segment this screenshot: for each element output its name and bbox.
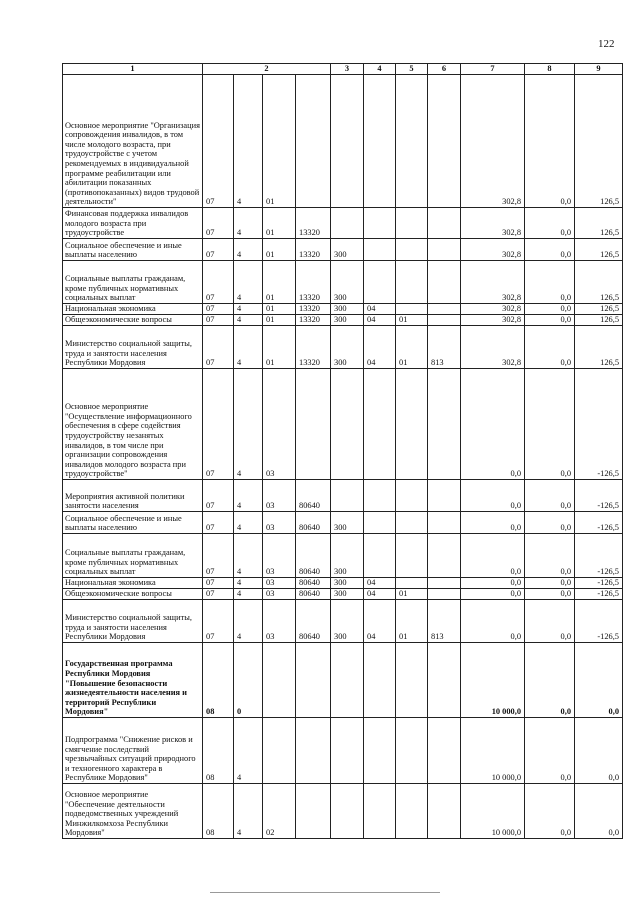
code-cell: 01 [263, 239, 296, 261]
code-cell: 01 [396, 600, 428, 643]
value-cell: 0,0 [525, 326, 575, 369]
code-cell: 4 [234, 369, 263, 480]
value-cell: 302,8 [461, 326, 525, 369]
code-cell: 07 [203, 578, 234, 589]
code-cell: 13320 [296, 261, 331, 304]
code-cell: 03 [263, 534, 296, 578]
value-cell: 302,8 [461, 208, 525, 239]
value-cell: 0,0 [461, 369, 525, 480]
code-cell [263, 643, 296, 718]
code-cell: 4 [234, 261, 263, 304]
value-cell: 10 000,0 [461, 643, 525, 718]
code-cell [364, 75, 396, 208]
code-cell [428, 643, 461, 718]
value-cell: 302,8 [461, 315, 525, 326]
code-cell [428, 261, 461, 304]
value-cell: 0,0 [525, 304, 575, 315]
code-cell [364, 480, 396, 512]
value-cell: -126,5 [575, 512, 623, 534]
code-cell: 13320 [296, 326, 331, 369]
code-cell: 813 [428, 600, 461, 643]
code-cell [396, 784, 428, 839]
value-cell: 0,0 [461, 589, 525, 600]
code-cell: 03 [263, 512, 296, 534]
code-cell: 80640 [296, 534, 331, 578]
code-cell: 03 [263, 369, 296, 480]
row-name: Социальное обеспечение и иные выплаты населению [63, 512, 203, 534]
code-cell: 4 [234, 784, 263, 839]
value-cell: 0,0 [525, 75, 575, 208]
code-cell [331, 75, 364, 208]
table-row [63, 643, 623, 718]
code-cell [396, 369, 428, 480]
row-name: Общеэкономические вопросы [63, 589, 203, 600]
code-cell [428, 578, 461, 589]
header-cell: 9 [575, 64, 623, 75]
code-cell [296, 369, 331, 480]
code-cell: 4 [234, 718, 263, 784]
code-cell [396, 208, 428, 239]
code-cell: 4 [234, 304, 263, 315]
code-cell [296, 718, 331, 784]
value-cell: -126,5 [575, 534, 623, 578]
code-cell: 07 [203, 600, 234, 643]
value-cell: -126,5 [575, 480, 623, 512]
code-cell: 300 [331, 600, 364, 643]
code-cell: 300 [331, 589, 364, 600]
table-row [63, 718, 623, 784]
code-cell: 300 [331, 261, 364, 304]
header-cell: 4 [364, 64, 396, 75]
code-cell: 300 [331, 304, 364, 315]
table-row [63, 326, 623, 369]
code-cell: 07 [203, 75, 234, 208]
value-cell: 302,8 [461, 261, 525, 304]
table-row [63, 784, 623, 839]
value-cell: 0,0 [525, 239, 575, 261]
code-cell [428, 304, 461, 315]
code-cell: 80640 [296, 600, 331, 643]
code-cell: 13320 [296, 304, 331, 315]
header-cell: 2 [203, 64, 331, 75]
code-cell [364, 643, 396, 718]
header-cell: 1 [63, 64, 203, 75]
value-cell: 302,8 [461, 239, 525, 261]
code-cell: 13320 [296, 315, 331, 326]
header-cell: 5 [396, 64, 428, 75]
code-cell [364, 261, 396, 304]
code-cell: 07 [203, 315, 234, 326]
code-cell: 04 [364, 326, 396, 369]
code-cell: 04 [364, 304, 396, 315]
code-cell: 80640 [296, 589, 331, 600]
code-cell: 80640 [296, 512, 331, 534]
row-name: Национальная экономика [63, 304, 203, 315]
value-cell: 0,0 [525, 315, 575, 326]
code-cell [331, 208, 364, 239]
code-cell: 07 [203, 589, 234, 600]
row-name: Финансовая поддержка инвалидов молодого возраста при трудоустройстве [63, 208, 203, 239]
value-cell: 302,8 [461, 75, 525, 208]
page-number: 122 [598, 38, 615, 50]
row-name: Мероприятия активной политики занятости населения [63, 480, 203, 512]
code-cell: 300 [331, 512, 364, 534]
value-cell: 0,0 [525, 578, 575, 589]
table-row [63, 480, 623, 512]
table-row [63, 369, 623, 480]
footer-divider [210, 892, 440, 893]
table-row [63, 512, 623, 534]
code-cell: 08 [203, 643, 234, 718]
value-cell: 126,5 [575, 326, 623, 369]
code-cell [428, 512, 461, 534]
value-cell: 126,5 [575, 75, 623, 208]
code-cell [428, 784, 461, 839]
value-cell: 0,0 [461, 512, 525, 534]
header-cell: 8 [525, 64, 575, 75]
code-cell: 300 [331, 239, 364, 261]
code-cell: 4 [234, 600, 263, 643]
code-cell [428, 208, 461, 239]
code-cell [428, 239, 461, 261]
code-cell: 300 [331, 578, 364, 589]
code-cell: 13320 [296, 208, 331, 239]
code-cell: 4 [234, 239, 263, 261]
code-cell: 01 [396, 315, 428, 326]
value-cell: 0,0 [461, 480, 525, 512]
code-cell: 07 [203, 534, 234, 578]
value-cell: 0,0 [525, 208, 575, 239]
code-cell: 07 [203, 480, 234, 512]
value-cell: 0,0 [575, 718, 623, 784]
code-cell: 08 [203, 718, 234, 784]
code-cell: 4 [234, 75, 263, 208]
value-cell: -126,5 [575, 369, 623, 480]
value-cell: -126,5 [575, 578, 623, 589]
value-cell: 0,0 [525, 600, 575, 643]
row-name: Национальная экономика [63, 578, 203, 589]
value-cell: 0,0 [525, 480, 575, 512]
value-cell: 0,0 [525, 718, 575, 784]
code-cell: 04 [364, 600, 396, 643]
row-name: Социальные выплаты гражданам, кроме публичных нормативных социальных выплат [63, 534, 203, 578]
row-name: Основное мероприятие "Организация сопровождения инвалидов, в том числе молодого возраста, при трудоустройстве с учетом рекомендуемых в индивидуальной программе реабилитации или абилитации показанных (противопоказанных) видов трудовой деятельности" [63, 75, 203, 208]
code-cell [396, 718, 428, 784]
code-cell [296, 643, 331, 718]
row-name: Социальные выплаты гражданам, кроме публичных нормативных социальных выплат [63, 261, 203, 304]
code-cell [364, 534, 396, 578]
code-cell: 01 [263, 75, 296, 208]
code-cell: 01 [263, 315, 296, 326]
code-cell: 03 [263, 480, 296, 512]
code-cell [396, 578, 428, 589]
value-cell: 0,0 [525, 589, 575, 600]
table-row [63, 600, 623, 643]
code-cell [396, 239, 428, 261]
code-cell [364, 718, 396, 784]
value-cell: 0,0 [461, 600, 525, 643]
value-cell: 126,5 [575, 304, 623, 315]
code-cell: 0 [234, 643, 263, 718]
code-cell: 01 [263, 208, 296, 239]
code-cell: 01 [396, 326, 428, 369]
table-row [63, 304, 623, 315]
code-cell [428, 718, 461, 784]
code-cell: 80640 [296, 578, 331, 589]
value-cell: 126,5 [575, 261, 623, 304]
table-row [63, 208, 623, 239]
value-cell: -126,5 [575, 589, 623, 600]
code-cell [396, 75, 428, 208]
code-cell: 4 [234, 512, 263, 534]
code-cell: 4 [234, 589, 263, 600]
code-cell: 4 [234, 480, 263, 512]
code-cell: 80640 [296, 480, 331, 512]
code-cell: 4 [234, 578, 263, 589]
code-cell: 01 [263, 304, 296, 315]
code-cell [396, 304, 428, 315]
code-cell: 07 [203, 208, 234, 239]
code-cell: 300 [331, 326, 364, 369]
code-cell [428, 75, 461, 208]
value-cell: 0,0 [575, 784, 623, 839]
value-cell: 0,0 [575, 643, 623, 718]
code-cell: 07 [203, 326, 234, 369]
value-cell: 10 000,0 [461, 784, 525, 839]
code-cell: 04 [364, 589, 396, 600]
value-cell: 0,0 [525, 261, 575, 304]
code-cell [364, 208, 396, 239]
code-cell: 13320 [296, 239, 331, 261]
code-cell: 4 [234, 326, 263, 369]
code-cell: 04 [364, 578, 396, 589]
code-cell [428, 534, 461, 578]
code-cell: 07 [203, 239, 234, 261]
code-cell [396, 643, 428, 718]
code-cell [428, 589, 461, 600]
code-cell: 02 [263, 784, 296, 839]
value-cell: 126,5 [575, 208, 623, 239]
code-cell [428, 369, 461, 480]
table-row [63, 578, 623, 589]
row-name: Подпрограмма "Снижение рисков и смягчение последствий чрезвычайных ситуаций природного и техногенного характера в Республике Мордовия" [63, 718, 203, 784]
code-cell: 813 [428, 326, 461, 369]
code-cell: 07 [203, 261, 234, 304]
code-cell: 04 [364, 315, 396, 326]
value-cell: 0,0 [525, 643, 575, 718]
code-cell: 03 [263, 589, 296, 600]
code-cell: 300 [331, 534, 364, 578]
row-name: Министерство социальной защиты, труда и занятости населения Республики Мордовия [63, 600, 203, 643]
value-cell: 0,0 [525, 784, 575, 839]
header-cell: 3 [331, 64, 364, 75]
code-cell: 07 [203, 512, 234, 534]
code-cell: 01 [263, 261, 296, 304]
code-cell: 07 [203, 369, 234, 480]
code-cell [331, 480, 364, 512]
row-name: Основное мероприятие "Обеспечение деятельности подведомственных учреждений Минжилкомхоза Республики Мордовия" [63, 784, 203, 839]
value-cell: -126,5 [575, 600, 623, 643]
table-row [63, 261, 623, 304]
budget-table [62, 63, 623, 839]
code-cell [364, 512, 396, 534]
code-cell [364, 784, 396, 839]
code-cell [364, 239, 396, 261]
code-cell [331, 369, 364, 480]
value-cell: 10 000,0 [461, 718, 525, 784]
value-cell: 126,5 [575, 239, 623, 261]
code-cell: 4 [234, 208, 263, 239]
code-cell [263, 718, 296, 784]
table-row [63, 315, 623, 326]
code-cell: 03 [263, 600, 296, 643]
table-row [63, 75, 623, 208]
value-cell: 0,0 [461, 534, 525, 578]
row-name: Министерство социальной защиты, труда и занятости населения Республики Мордовия [63, 326, 203, 369]
code-cell [364, 369, 396, 480]
row-name: Государственная программа Республики Мордовия "Повышение безопасности жизнедеятельности населения и территорий Республики Мордовия" [63, 643, 203, 718]
value-cell: 0,0 [525, 369, 575, 480]
table-row [63, 534, 623, 578]
code-cell [296, 75, 331, 208]
header-cell: 6 [428, 64, 461, 75]
code-cell: 4 [234, 534, 263, 578]
code-cell [396, 261, 428, 304]
value-cell: 302,8 [461, 304, 525, 315]
table-row [63, 239, 623, 261]
code-cell: 03 [263, 578, 296, 589]
table-row [63, 589, 623, 600]
code-cell [296, 784, 331, 839]
row-name: Основное мероприятие "Осуществление информационного обеспечения в сфере содействия трудоустройству незанятых инвалидов, в том числе при организации сопровождения инвалидов молодого возраста при трудоустройстве" [63, 369, 203, 480]
code-cell: 08 [203, 784, 234, 839]
code-cell [396, 534, 428, 578]
value-cell: 0,0 [461, 578, 525, 589]
value-cell: 0,0 [525, 512, 575, 534]
code-cell: 4 [234, 315, 263, 326]
table-header-row [63, 64, 623, 75]
code-cell: 300 [331, 315, 364, 326]
value-cell: 126,5 [575, 315, 623, 326]
code-cell: 07 [203, 304, 234, 315]
code-cell [428, 480, 461, 512]
code-cell [428, 315, 461, 326]
value-cell: 0,0 [525, 534, 575, 578]
code-cell [331, 643, 364, 718]
code-cell [396, 512, 428, 534]
code-cell: 01 [263, 326, 296, 369]
code-cell [331, 718, 364, 784]
code-cell [331, 784, 364, 839]
header-cell: 7 [461, 64, 525, 75]
code-cell: 01 [396, 589, 428, 600]
code-cell [396, 480, 428, 512]
row-name: Общеэкономические вопросы [63, 315, 203, 326]
row-name: Социальное обеспечение и иные выплаты населению [63, 239, 203, 261]
